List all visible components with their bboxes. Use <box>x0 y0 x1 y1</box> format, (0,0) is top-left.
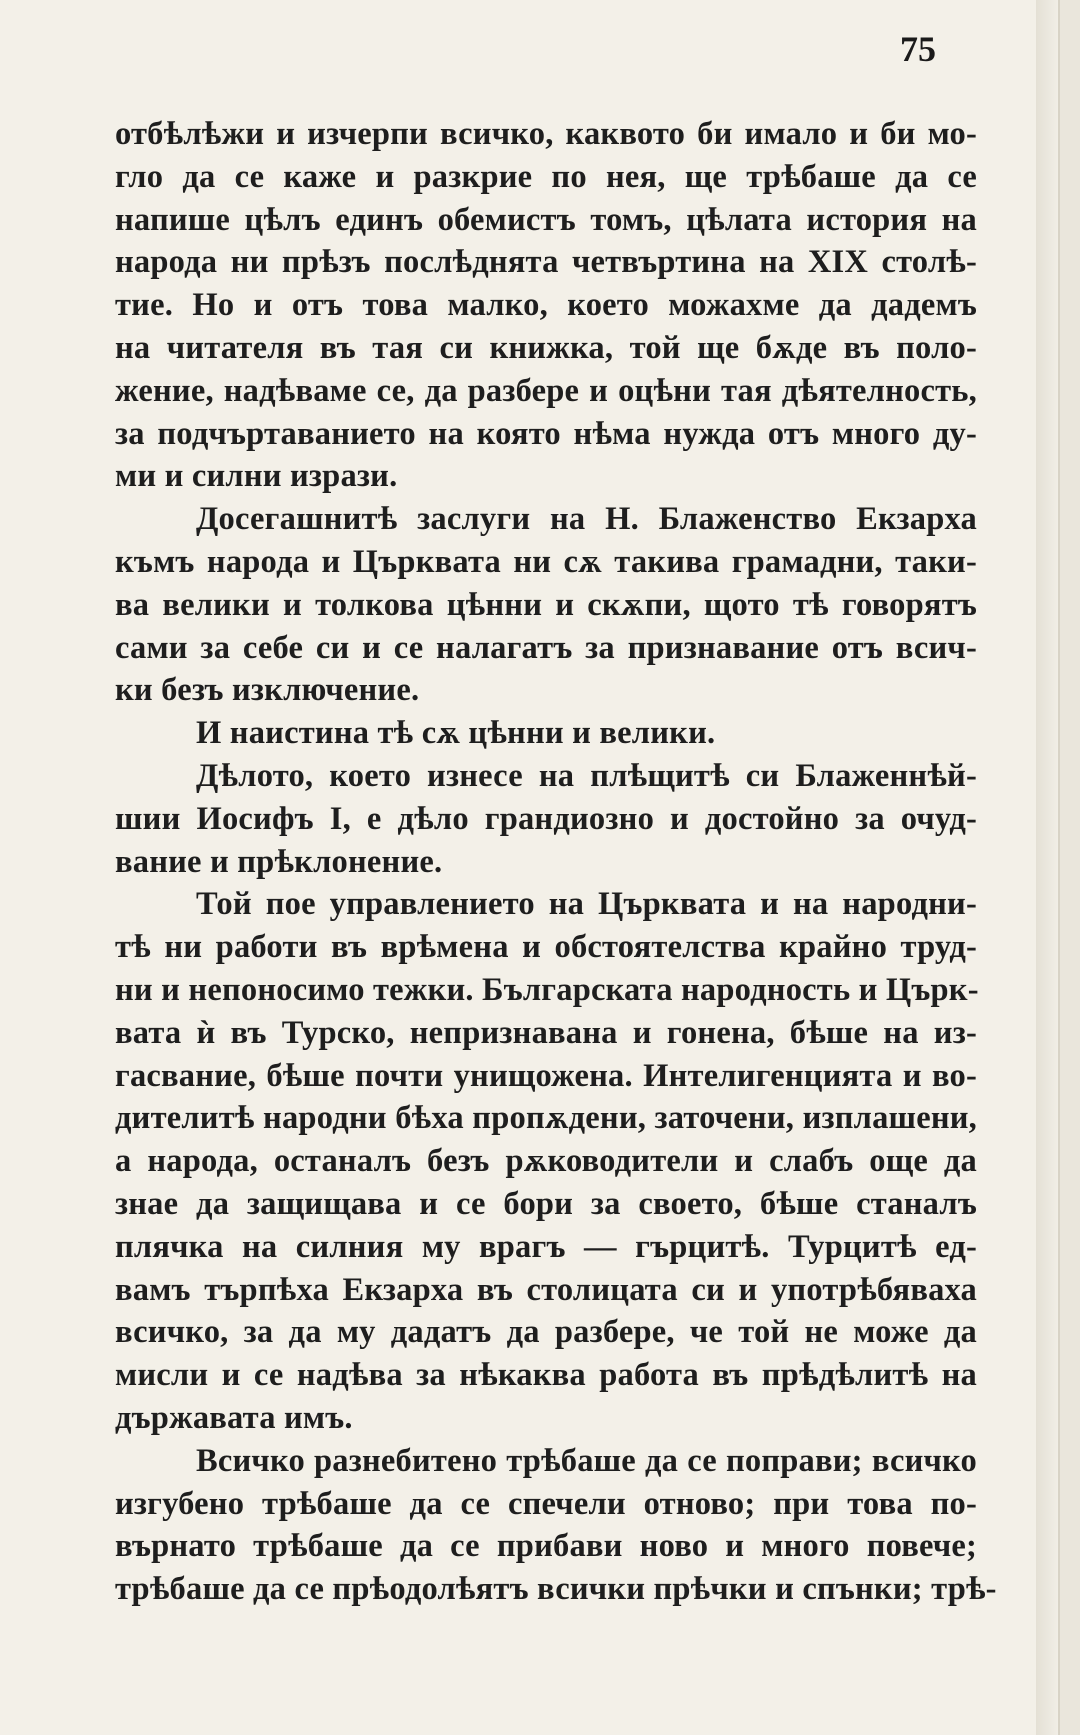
text-line: тие. Но и отъ това малко, което можахме да дадемъ <box>115 287 977 324</box>
paragraph <box>115 498 977 712</box>
text-line: върнато трѣбаше да се прибави ново и много повече; <box>115 1528 977 1565</box>
page-edge <box>1036 0 1058 1735</box>
text-line: дителитѣ народни бѣха пропѫдени, заточени, изплашени, <box>115 1100 977 1137</box>
paragraph <box>115 883 977 1439</box>
paragraph <box>115 1440 997 1611</box>
page-number: 75 <box>900 29 936 69</box>
text-line: плячка на силния му врагъ — гърцитѣ. Турцитѣ ед- <box>115 1228 977 1265</box>
text-line: къмъ народа и Църквата ни сѫ такива грамадни, таки- <box>115 543 977 580</box>
text-line: Всичко разнебитено трѣбаше да се поправи; всичко <box>196 1442 977 1479</box>
text-line: сами за себе си и се налагатъ за признавание отъ всич- <box>115 629 977 666</box>
text-line: ва велики и толкова цѣнни и скѫпи, щото тѣ говорятъ <box>115 586 977 623</box>
text-line: за подчъртаванието на която нѣма нужда отъ много ду- <box>115 415 977 452</box>
text-line: гасвание, бѣше почти унищожена. Интелигенцията и во- <box>115 1057 977 1094</box>
body-text <box>115 113 997 1611</box>
text-line: гло да се каже и разкрие по нея, ще трѣбаше да се <box>115 158 977 195</box>
text-line: а народа, останалъ безъ рѫководители и слабъ още да <box>115 1143 977 1180</box>
text-line: И наистина тѣ сѫ цѣнни и велики. <box>196 715 716 752</box>
text-line: народа ни прѣзъ послѣднята четвъртина на XIX столѣ- <box>115 244 977 281</box>
text-line: изгубено трѣбаше да се спечели отново; при това по- <box>115 1485 977 1522</box>
text-line: Досегашнитѣ заслуги на Н. Блаженство Екзарха <box>196 501 977 538</box>
text-line: на читателя въ тая си книжка, той ще бѫде въ поло- <box>115 329 977 366</box>
paragraph <box>115 712 977 755</box>
text-line: тѣ ни работи въ врѣмена и обстоятелства крайно труд- <box>115 929 977 966</box>
text-line: ни и непоносимо тежки. Българската народность и Църк- <box>115 971 979 1008</box>
text-line: вание и прѣклонение. <box>115 843 443 880</box>
text-line: мисли и се надѣва за нѣкаква работа въ прѣдѣлитѣ на <box>115 1357 977 1394</box>
text-line: държавата имъ. <box>115 1399 353 1436</box>
text-line: вата ѝ въ Турско, непризнавана и гонена, бѣше на из- <box>115 1014 977 1051</box>
paragraph <box>115 113 977 498</box>
text-line: жение, надѣваме се, да разбере и оцѣни тая дѣятелность, <box>115 372 977 409</box>
text-line: вамъ търпѣха Екзарха въ столицата си и употрѣбяваха <box>115 1271 977 1308</box>
text-line: Дѣлото, което изнесе на плѣщитѣ си Блаженнѣй- <box>196 757 977 794</box>
paragraph <box>115 755 977 883</box>
text-line: ки безъ изключение. <box>115 672 420 709</box>
text-line: трѣбаше да се прѣодолѣятъ всички прѣчки и спънки; трѣ- <box>115 1571 997 1608</box>
text-line: отбѣлѣжи и изчерпи всичко, каквото би имало и би мо- <box>115 116 977 152</box>
text-line: знае да защищава и се бори за своето, бѣше станалъ <box>115 1185 977 1222</box>
text-line: шии Иосифъ I, е дѣло грандиозно и достойно за очуд- <box>115 800 977 837</box>
text-line: всичко, за да му дадатъ да разбере, че той не може да <box>115 1314 977 1351</box>
text-line: Той пое управлението на Църквата и на народни- <box>196 886 977 923</box>
text-line: напише цѣлъ единъ обемистъ томъ, цѣлата история на <box>115 201 977 238</box>
text-line: ми и силни изрази. <box>115 458 398 495</box>
